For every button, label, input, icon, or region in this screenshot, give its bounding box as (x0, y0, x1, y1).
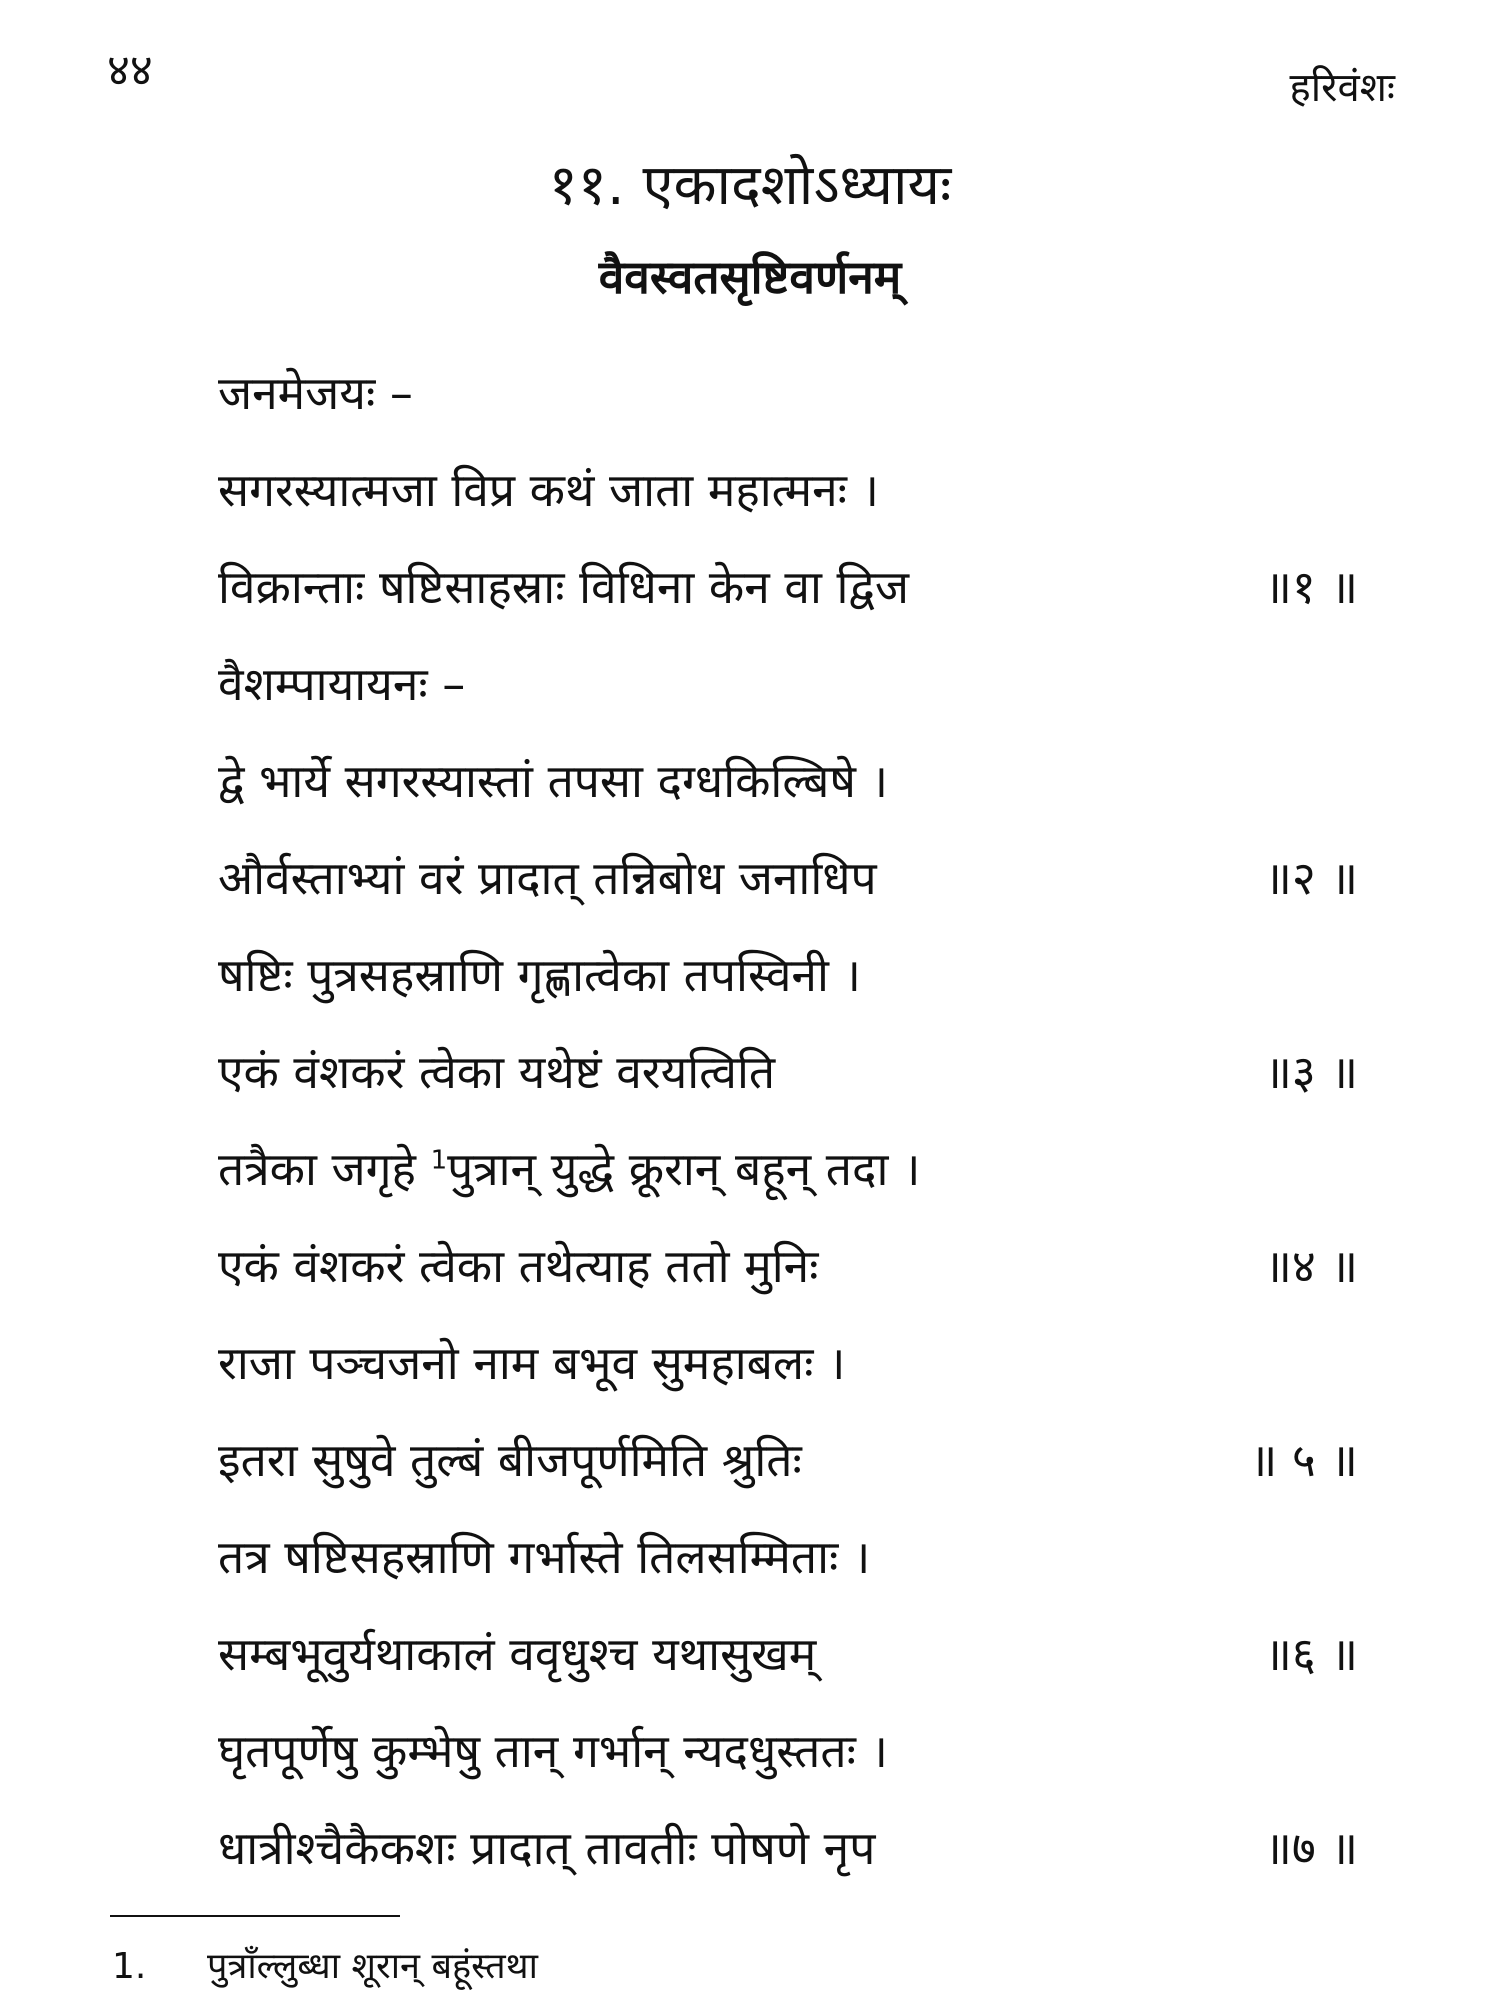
verse-number: ॥३ ॥ (1264, 1045, 1358, 1099)
verse-number: ॥६ ॥ (1264, 1627, 1358, 1681)
chapter-title: ११. एकादशोऽध्यायः (548, 153, 952, 218)
verse-body (218, 345, 1368, 1897)
verse-text: षष्टिः पुत्रसहस्राणि गृह्णात्वेका तपस्विनी । (218, 948, 861, 1002)
verse-line (218, 345, 1368, 442)
verse-text: घृतपूर्णेषु कुम्भेषु तान् गर्भान् न्यदधुस्ततः । (218, 1724, 888, 1778)
verse-text (218, 1121, 920, 1218)
verse-line (218, 539, 1368, 636)
verse-line (218, 1606, 1368, 1703)
verse-text: एकं वंशकरं त्वेका यथेष्टं वरयत्विति (218, 1045, 776, 1099)
verse-line (218, 1703, 1368, 1800)
verse-text: जनमेजयः – (218, 366, 413, 420)
running-head: हरिवंशः (1289, 65, 1395, 111)
verse-line (218, 1218, 1368, 1315)
page-number: ४४ (107, 45, 153, 96)
verse-line (218, 927, 1368, 1024)
verse-line (218, 1800, 1368, 1897)
verse-text: सगरस्यात्मजा विप्र कथं जाता महात्मनः । (218, 463, 879, 517)
verse-text: सम्बभूवुर्यथाकालं ववृधुश्च यथासुखम् (218, 1627, 817, 1681)
verse-line (218, 1121, 1368, 1218)
verse-number: ॥१ ॥ (1264, 560, 1358, 614)
verse-number: ॥२ ॥ (1264, 851, 1358, 905)
verse-line (218, 733, 1368, 830)
verse-text: तत्र षष्टिसहस्राणि गर्भास्ते तिलसम्मिताः । (218, 1530, 871, 1584)
verse-line (218, 1412, 1368, 1509)
verse-line (218, 1509, 1368, 1606)
footnote-number: 1. (112, 1946, 147, 1987)
footnote-divider (110, 1915, 400, 1917)
verse-text: द्वे भार्ये सगरस्यास्तां तपसा दग्धकिल्बिषे । (218, 754, 889, 808)
verse-text-rest: पुत्रान् युद्धे क्रूरान् बहून् तदा । (447, 1142, 921, 1196)
verse-text: विक्रान्ताः षष्टिसाहस्राः विधिना केन वा द्विज (218, 560, 909, 614)
verse-text: राजा पञ्चजनो नाम बभूव सुमहाबलः । (218, 1336, 846, 1390)
verse-line (218, 1024, 1368, 1121)
verse-text: और्वस्ताभ्यां वरं प्रादात् तन्निबोध जनाधिप (218, 851, 877, 905)
verse-text: वैशम्पायायनः – (218, 657, 466, 711)
verse-line (218, 1315, 1368, 1412)
verse-text-prefix: तत्रैका जगृहे (218, 1142, 431, 1196)
verse-text: एकं वंशकरं त्वेका तथेत्याह ततो मुनिः (218, 1239, 819, 1293)
footnote (112, 1940, 538, 1989)
verse-text: धात्रीश्चैकैकशः प्रादात् तावतीः पोषणे नृप (218, 1821, 876, 1875)
verse-line (218, 636, 1368, 733)
verse-number: ॥७ ॥ (1264, 1821, 1358, 1875)
verse-number: ॥ ५ ॥ (1249, 1433, 1358, 1487)
footnote-text: पुत्राँल्लुब्धा शूरान् बहूंस्तथा (207, 1946, 538, 1987)
section-title: वैवस्वतसृष्टिवर्णनम् (598, 250, 902, 304)
verse-text: इतरा सुषुवे तुल्बं बीजपूर्णमिति श्रुतिः (218, 1433, 802, 1487)
verse-line (218, 830, 1368, 927)
verse-line (218, 442, 1368, 539)
verse-number: ॥४ ॥ (1264, 1239, 1358, 1293)
footnote-reference[interactable]: 1 (430, 1145, 448, 1176)
